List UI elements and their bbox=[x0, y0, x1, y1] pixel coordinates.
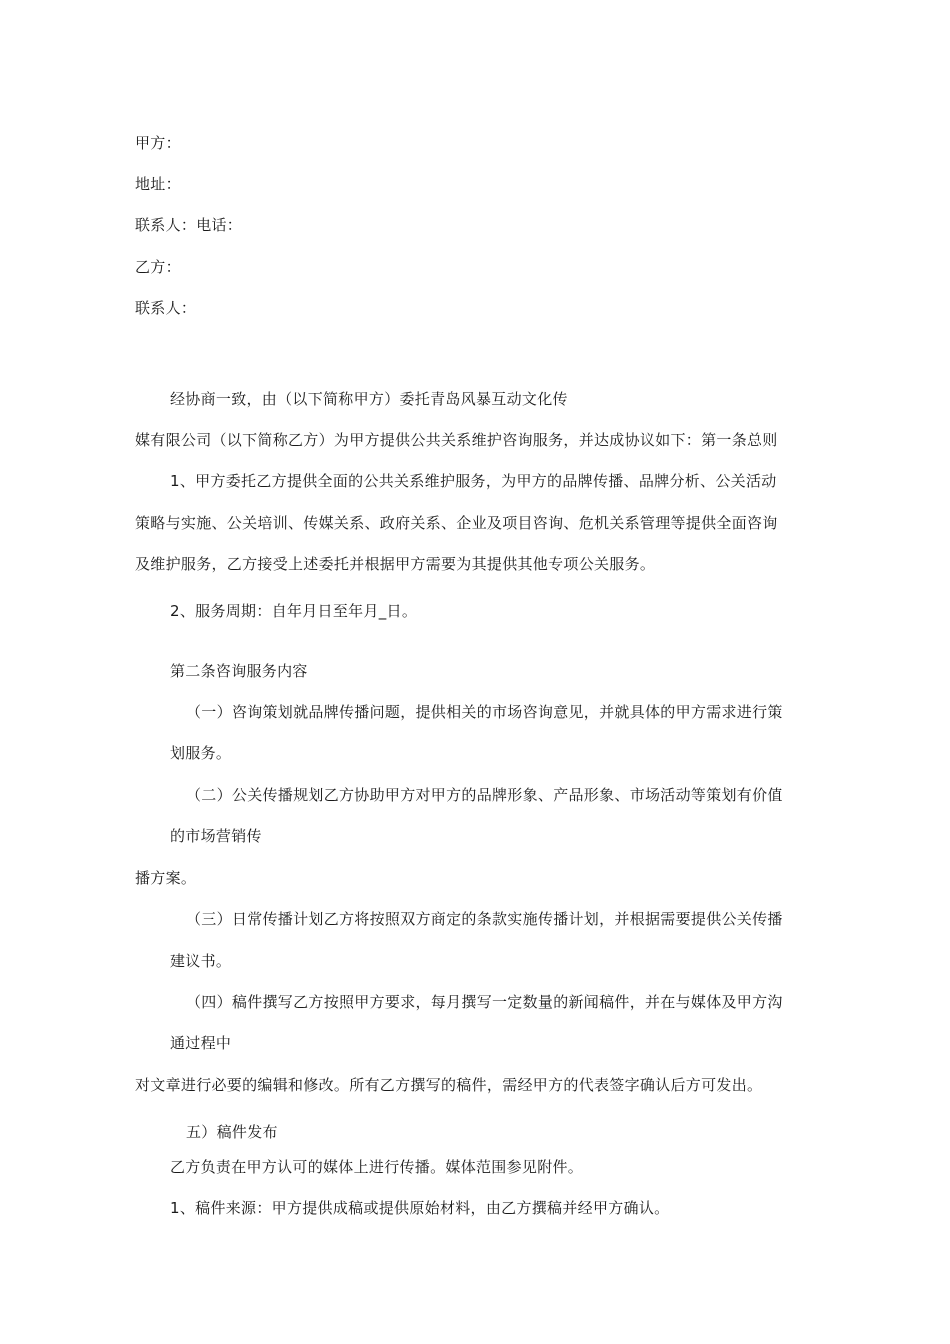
section4-line3: 对文章进行必要的编辑和修改。所有乙方撰写的稿件，需经甲方的代表签字确认后方可发出。 bbox=[135, 1076, 763, 1094]
section5-line1: 乙方负责在甲方认可的媒体上进行传播。媒体范围参见附件。 bbox=[170, 1158, 584, 1176]
section3-line2: 建议书。 bbox=[170, 952, 232, 970]
intro-line-1: 经协商一致，由（以下简称甲方）委托青岛风暴互动文化传 bbox=[170, 390, 568, 408]
article1-item1-line3: 及维护服务，乙方接受上述委托并根据甲方需要为其提供其他专项公关服务。 bbox=[135, 555, 656, 573]
party-a-label: 甲方： bbox=[135, 134, 181, 152]
section4-line1: （四）稿件撰写乙方按照甲方要求，每月撰写一定数量的新闻稿件，并在与媒体及甲方沟 bbox=[186, 993, 783, 1011]
contact-label: 联系人： bbox=[135, 299, 197, 317]
article1-item1-line2: 策略与实施、公关培训、传媒关系、政府关系、企业及项目咨询、危机关系管理等提供全面咨询 bbox=[135, 514, 778, 532]
section5-item1: 1、稿件来源：甲方提供成稿或提供原始材料，由乙方撰稿并经甲方确认。 bbox=[170, 1199, 670, 1217]
intro-line-2: 媒有限公司（以下简称乙方）为甲方提供公共关系维护咨询服务，并达成协议如下：第一条总则 bbox=[135, 431, 778, 449]
section2-line3: 播方案。 bbox=[135, 869, 197, 887]
party-b-label: 乙方： bbox=[135, 258, 181, 276]
contact-phone-label: 联系人：电话： bbox=[135, 216, 243, 234]
section4-line2: 通过程中 bbox=[170, 1034, 232, 1052]
address-label: 地址： bbox=[135, 175, 181, 193]
article1-item2: 2、服务周期：自年月日至年月_日。 bbox=[170, 602, 418, 620]
section1-line2: 划服务。 bbox=[170, 744, 232, 762]
section5-title: 五）稿件发布 bbox=[186, 1123, 278, 1141]
section1-line1: （一）咨询策划就品牌传播问题，提供相关的市场咨询意见，并就具体的甲方需求进行策 bbox=[186, 703, 783, 721]
article2-title: 第二条咨询服务内容 bbox=[170, 662, 308, 680]
article1-item1-line1: 1、甲方委托乙方提供全面的公共关系维护服务，为甲方的品牌传播、品牌分析、公关活动 bbox=[170, 472, 777, 490]
section2-line1: （二）公关传播规划乙方协助甲方对甲方的品牌形象、产品形象、市场活动等策划有价值 bbox=[186, 786, 783, 804]
section2-line2: 的市场营销传 bbox=[170, 827, 262, 845]
section3-line1: （三）日常传播计划乙方将按照双方商定的条款实施传播计划，并根据需要提供公关传播 bbox=[186, 910, 783, 928]
